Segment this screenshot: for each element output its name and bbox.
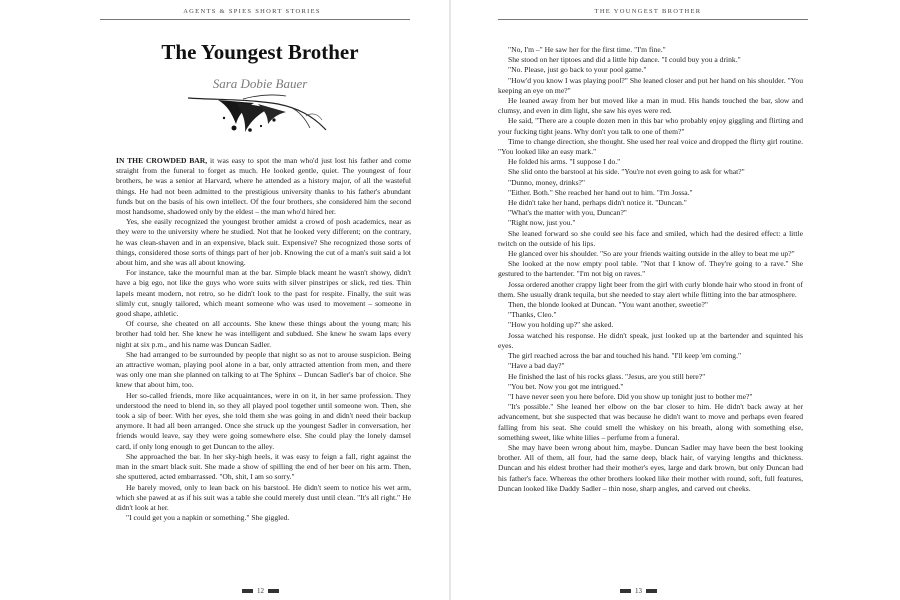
paragraph: He glanced over his shoulder. "So are your friends waiting outside in the alley to beat me up?" <box>508 249 795 259</box>
paragraph: "Either. Both." She reached her hand out to him. "I'm Jossa." <box>508 187 693 197</box>
paragraph: For instance, take the mournful man at the bar. Simple black meant he wasn't showy, didn't have a big ego, not like the guys who wore suits with silver pinstripes or slick, red ties. Thin lapels meant modern, not retro, so he didn't look to the past for respite. Finally, the suit was slimly cut, snugly tailored, which meant someone who was used to movement – someone in good shape, athletic. <box>116 268 411 319</box>
paragraph: "You bet. Now you got me intrigued." <box>508 381 624 391</box>
folio-mark-icon <box>268 589 279 593</box>
paragraph: He barely moved, only to lean back on his barstool. He didn't seem to notice his wet arm, which she pawed at as if his suit was a table she could merely dust until clean. "It's all right." He didn't look at her. <box>116 482 411 512</box>
paragraph: "Dunno, money, drinks?" <box>508 177 585 187</box>
lead-in: IN THE CROWDED BAR, <box>116 156 208 165</box>
paragraph: She looked at the now empty pool table. "Not that I know of. They're going to a rave." She gestured to the bartender. "I'm not big on raves." <box>498 259 803 279</box>
paragraph: Her so-called friends, more like acquaintances, were in on it, in her same profession. They understood the need to blend in, so they all played pool together until someone won. Then, she took a sip of beer. With her eyes, she told them she was going in and didn't need their backup anymore. It had all been arranged. Once she struck up the youngest Sadler in conversation, her friends would leave, say they were going somewhere else. She could play the lonely damsel card, if only long enough to get Duncan to the alley. <box>116 390 411 451</box>
paragraph: He leaned away from her but moved like a man in mud. His hands touched the bar, slow and clumsy, and even in dim light, she saw his eyes were red. <box>498 96 803 116</box>
paragraph: She leaned forward so she could see his face and smiled, which had the desired effect: a little twitch on the outside of his lips. <box>498 228 803 248</box>
paragraph: Then, the blonde looked at Duncan. "You want another, sweetie?" <box>508 300 708 310</box>
paragraph: Of course, she cheated on all accounts. She knew these things about the young man; his brother had told her. She knew he was intelligent and subdued. She knew he swam laps every night at six p.m., and his name was Duncan Sadler. <box>116 319 411 349</box>
paragraph: She had arranged to be surrounded by people that night so as not to arouse suspicion. Being an attractive woman, playing pool alone in a bar, only attracted attention from men, and there was only one man she planned on talking to at The Sphinx – Duncan Sadler's bar of choice. She knew that about him, too. <box>116 349 411 390</box>
paragraph: He finished the last of his rocks glass. "Jesus, are you still here?" <box>508 371 706 381</box>
running-header: AGENTS & SPIES SHORT STORIES <box>183 8 321 15</box>
ink-splash-ornament-icon <box>188 90 338 135</box>
paragraph: Jossa watched his response. He didn't speak, just looked up at the bartender and squinted his eyes. <box>498 330 803 350</box>
paragraph: "I could get you a napkin or something." She giggled. <box>126 513 290 523</box>
paragraph: "Have a bad day?" <box>508 361 565 371</box>
running-header: THE YOUNGEST BROTHER <box>594 8 702 15</box>
story-body-left <box>116 156 411 523</box>
paragraph: "Thanks, Cleo." <box>508 310 557 320</box>
paragraph: "No, I'm –" He saw her for the first time. "I'm fine." <box>508 45 666 54</box>
paragraph: She may have been wrong about him, maybe. Duncan Sadler may have been the best looking brother. All of them, all four, had the same deep, black hair, of varying lengths and thickness. Duncan and his eldest brother had their mother's eyes, large and dark brown, but only Duncan had his father's face. Whereas the other brothers looked like their mother with round, soft, full features, Duncan looked like Daddy Sadler – thin nose, sharp angles, and carved out cheeks. <box>498 442 803 493</box>
paragraph: Yes, she easily recognized the youngest brother amidst a crowd of posh academics, near as they were to the university where he studied. Not that he looked very different; on the contrary, he was clean-shaven and in an expensive, black suit. Expensive? She recognized those sorts of things, considered those sorts of things part of her job. Knowing the cut of a man's suit said a lot about him, and she was all about knowing. <box>116 217 411 268</box>
paragraph: She slid onto the barstool at his side. "You're not even going to ask for what?" <box>508 167 745 177</box>
folio-mark-icon <box>620 589 631 593</box>
right-page <box>450 0 900 600</box>
paragraph: "It's possible." She leaned her elbow on the bar closer to him. He didn't back away at her advancement, but she suspected that was because he didn't want to move and perhaps even feared falling from his seat. She could smell the whiskey on his breath, along with something else, something sweet, like white lilies – perfume from a funeral. <box>498 402 803 442</box>
paragraph: He said, "There are a couple dozen men in this bar who probably enjoy giggling and flirting and your fucking tight jeans. Why don't you talk to one of them?" <box>498 116 803 136</box>
paragraph: The girl reached across the bar and touched his hand. "I'll keep 'em coming." <box>508 351 742 361</box>
folio-mark-icon <box>646 589 657 593</box>
story-body-right <box>498 45 803 494</box>
story-title: The Youngest Brother <box>161 40 359 64</box>
page-number: 13 <box>616 587 661 595</box>
paragraph: Time to change direction, she thought. She used her real voice and dropped the flirty girl routine. "You looked like an easy mark." <box>498 136 803 157</box>
header-rule <box>498 19 808 20</box>
paragraph: "I have never seen you here before. Did you show up tonight just to bother me?" <box>508 391 753 401</box>
paragraph: "What's the matter with you, Duncan?" <box>508 208 627 218</box>
page-number: 12 <box>238 587 283 595</box>
paragraph: IN THE CROWDED BAR, it was easy to spot the man who'd just lost his father and come straight from the funeral to forget as much. He looked gentle, quiet. The youngest of four brothers, he was a senior at Harvard, where he attended as a history major, of all the wasteful things. He had not been admitted to the prestigious university thanks to his father's abundant funds but on the basis of his own intellect. Of the four brothers, she considered him the second most handsome, shadowed only by the eldest – the man who'd hired her. <box>116 156 412 217</box>
paragraph: She approached the bar. In her sky-high heels, it was easy to feign a fall, right against the man in the smart black suit. She made a show of spilling the end of her beer on his arm. Then, she sputtered, acted embarrassed. "Oh, shit, I am so sorry." <box>116 451 411 482</box>
folio-mark-icon <box>242 589 253 593</box>
paragraph: He folded his arms. "I suppose I do." <box>508 157 621 167</box>
paragraph: "No. Please, just go back to your pool game." <box>508 65 647 75</box>
paragraph: "How'd you know I was playing pool?" She leaned closer and put her hand on his shoulder. "You keeping an eye on me?" <box>498 75 803 95</box>
paragraph: "How you holding up?" she asked. <box>508 320 614 330</box>
paragraph: "Right now, just you." <box>508 218 576 228</box>
paragraph: Jossa ordered another crappy light beer from the girl with curly blonde hair who stood in front of them. She usually drank tequila, but she needed to stay alert while flitting into the bar atmosphere. <box>498 279 803 299</box>
author-name: Sara Dobie Bauer <box>212 76 308 91</box>
paragraph: He didn't take her hand, perhaps didn't notice it. "Duncan." <box>508 198 687 208</box>
paragraph: She stood on her tiptoes and did a little hip dance. "I could buy you a drink." <box>508 55 741 65</box>
header-rule <box>100 19 410 20</box>
